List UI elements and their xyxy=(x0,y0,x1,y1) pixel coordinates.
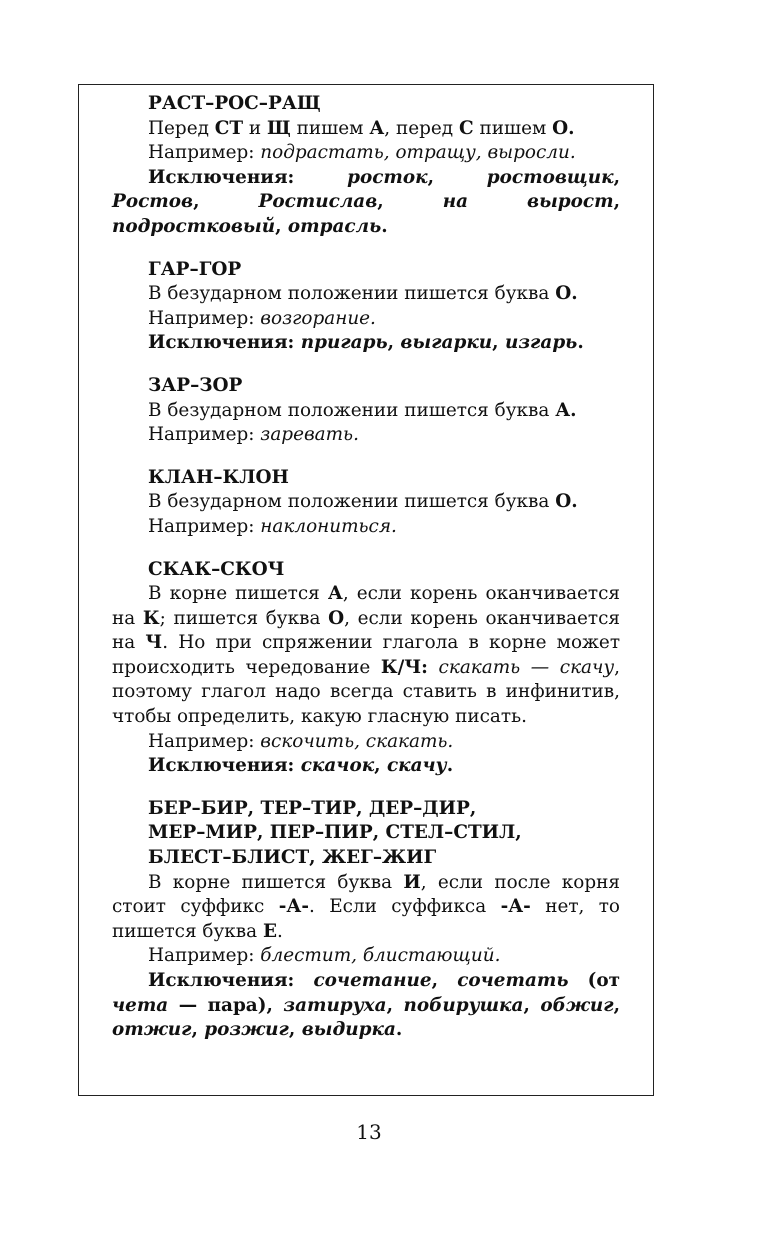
section-zar-zor xyxy=(112,374,620,448)
separator: , xyxy=(275,215,288,237)
exception-word: выгарки xyxy=(400,332,493,354)
example-words: заревать. xyxy=(260,424,359,446)
separator: , xyxy=(613,994,621,1016)
example-line xyxy=(112,944,620,969)
exception-word: изгарь xyxy=(504,332,578,354)
separator: , xyxy=(266,994,284,1016)
example-label: Например: xyxy=(148,424,261,446)
section-heading: БЕР–БИР, ТЕР–ТИР, ДЕР–ДИР, xyxy=(148,797,477,819)
example-label: Например: xyxy=(148,945,261,967)
separator: , xyxy=(387,332,401,354)
example-line xyxy=(112,141,620,166)
rule-text xyxy=(112,282,620,307)
separator: . xyxy=(381,215,388,237)
rule-part: , если после корня стоит суффикс xyxy=(112,871,621,918)
example-line xyxy=(112,307,620,332)
rule-part: . xyxy=(277,920,283,942)
exceptions-label: Исключения: xyxy=(148,332,301,354)
separator: , xyxy=(377,191,443,213)
exceptions-label: Исключения: xyxy=(148,970,314,991)
separator: , xyxy=(613,191,620,213)
note-text: — пара) xyxy=(168,994,267,1016)
exception-word: отрасль xyxy=(287,215,382,237)
section-heading: КЛАН–КЛОН xyxy=(148,466,289,488)
separator xyxy=(568,970,587,991)
exception-word: сочетание xyxy=(313,970,432,991)
exception-word: выдирка xyxy=(301,1019,396,1041)
rule-letters: А xyxy=(369,117,385,139)
rule-letters: Щ xyxy=(267,117,291,139)
rule-part: , если корень оканчивается на xyxy=(112,583,621,629)
rule-part: ; пишется буква xyxy=(159,607,329,629)
rule-part: , поэтому глагол надо всегда ставить в инфинитив, чтобы определить, какую гласную писать. xyxy=(112,656,620,728)
rule-text xyxy=(112,490,620,515)
separator: , xyxy=(523,994,541,1016)
example-words: подрастать, отращу, выросли. xyxy=(260,142,576,164)
rule-letters: К xyxy=(142,607,160,629)
rule-letters: Е xyxy=(262,920,277,942)
rule-text xyxy=(112,399,620,424)
exceptions-line xyxy=(112,969,620,1043)
rule-letters: А. xyxy=(555,399,577,421)
rule-letters: Ч xyxy=(145,632,163,654)
rule-text xyxy=(112,117,620,142)
rule-part: и xyxy=(243,117,268,139)
rule-letters: О. xyxy=(552,117,575,139)
section-klan-klon xyxy=(112,466,620,540)
exception-word: чета xyxy=(112,994,169,1016)
rule-part: Перед xyxy=(148,117,215,139)
rule-letters: И xyxy=(403,871,421,893)
example-words: возгорание. xyxy=(260,307,376,329)
example-line xyxy=(112,515,620,540)
separator: . xyxy=(577,332,584,354)
section-heading: РАСТ–РОС–РАЩ xyxy=(148,93,321,114)
exception-word: Ростислав xyxy=(258,191,378,213)
section-gar-gor xyxy=(112,258,620,356)
section-heading: ГАР–ГОР xyxy=(148,258,242,280)
example-words: блестит, блистающий. xyxy=(260,945,501,967)
section-heading: МЕР–МИР, ПЕР–ПИР, СТЕЛ–СТИЛ, xyxy=(148,822,522,844)
exception-word: Ростов xyxy=(112,191,194,213)
exception-word: побирушка xyxy=(403,994,524,1016)
rule-part: , перед xyxy=(384,117,459,139)
exception-word: обжиг xyxy=(540,994,614,1016)
exceptions-label: Исключения: xyxy=(148,166,348,188)
exceptions-label: Исключения: xyxy=(148,755,301,777)
rule-part: В безударном положении пишется буква xyxy=(148,399,556,421)
rule-text xyxy=(112,582,620,730)
rule-letters: О. xyxy=(555,283,578,305)
exceptions-line xyxy=(112,166,620,240)
example-words: наклониться. xyxy=(260,515,397,537)
exceptions-line xyxy=(112,331,620,356)
exception-word: розжиг xyxy=(204,1019,289,1041)
exception-word: на вырост xyxy=(442,191,614,213)
section-heading: СКАК–СКОЧ xyxy=(148,558,285,580)
example-words: вскочить, скакать. xyxy=(260,730,454,752)
separator: . xyxy=(446,755,454,777)
rule-letters: О. xyxy=(555,491,578,513)
separator: , xyxy=(431,970,458,991)
exception-word: затируха xyxy=(283,994,387,1016)
example-line xyxy=(112,423,620,448)
rule-part: В безударном положении пишется буква xyxy=(148,491,556,513)
separator: , xyxy=(288,1019,302,1041)
rule-part: В корне пишется буква xyxy=(148,871,404,893)
note-text: (от xyxy=(587,970,620,991)
separator: . xyxy=(395,1019,403,1041)
separator: , xyxy=(386,994,404,1016)
exception-word: сочетать xyxy=(457,970,569,991)
separator: , xyxy=(427,166,487,188)
rule-letters: О xyxy=(328,607,345,629)
separator: , xyxy=(492,332,505,354)
exception-word: скачок xyxy=(300,755,375,777)
rule-letters: А xyxy=(327,583,343,605)
separator: , xyxy=(613,166,620,188)
rule-letters: СТ xyxy=(214,117,244,139)
example-label: Например: xyxy=(148,142,261,164)
rule-part: . Если суффикса xyxy=(308,896,501,918)
rule-part: В корне пишется xyxy=(148,583,328,605)
rule-part: пишем xyxy=(473,117,553,139)
rule-part: нет, то пишется буква xyxy=(112,896,620,942)
example-label: Например: xyxy=(148,730,261,752)
page-content xyxy=(112,92,620,1061)
rule-part xyxy=(428,657,439,678)
separator: , xyxy=(193,191,259,213)
exception-word: пригарь xyxy=(300,332,388,354)
rule-letters: С xyxy=(458,117,474,139)
rule-part: . Но при спряжении глагола в корне может происходить чередование xyxy=(112,632,620,678)
section-skak-skoch xyxy=(112,558,620,779)
rule-part: пишем xyxy=(290,117,370,139)
section-heading: БЛЕСТ–БЛИСТ, ЖЕГ–ЖИГ xyxy=(148,847,437,869)
rule-letters: К/Ч: xyxy=(380,656,428,678)
section-heading: ЗАР–ЗОР xyxy=(148,374,243,396)
example-label: Например: xyxy=(148,515,261,537)
exception-word: росток xyxy=(347,166,428,188)
exception-word: подростковый xyxy=(112,215,276,237)
section-rast-ros-rasch xyxy=(112,92,620,240)
rule-letters: -А- xyxy=(278,896,309,918)
rule-part: , если корень оканчивается на xyxy=(112,607,620,654)
exception-word: скачу xyxy=(386,755,447,777)
rule-text xyxy=(112,871,620,945)
separator: , xyxy=(374,755,387,777)
exception-word: ростовщик xyxy=(486,166,614,188)
example-line xyxy=(112,730,620,755)
rule-part: В безударном положении пишется буква xyxy=(148,283,556,305)
exceptions-line xyxy=(112,754,620,779)
example-label: Например: xyxy=(148,307,261,329)
rule-example: скакать — скачу xyxy=(438,656,615,678)
exception-word: отжиг xyxy=(112,1019,192,1041)
separator: , xyxy=(191,1019,205,1041)
rule-letters: -А- xyxy=(500,896,531,918)
section-ber-bir xyxy=(112,797,620,1043)
page-number: 13 xyxy=(356,1120,382,1144)
